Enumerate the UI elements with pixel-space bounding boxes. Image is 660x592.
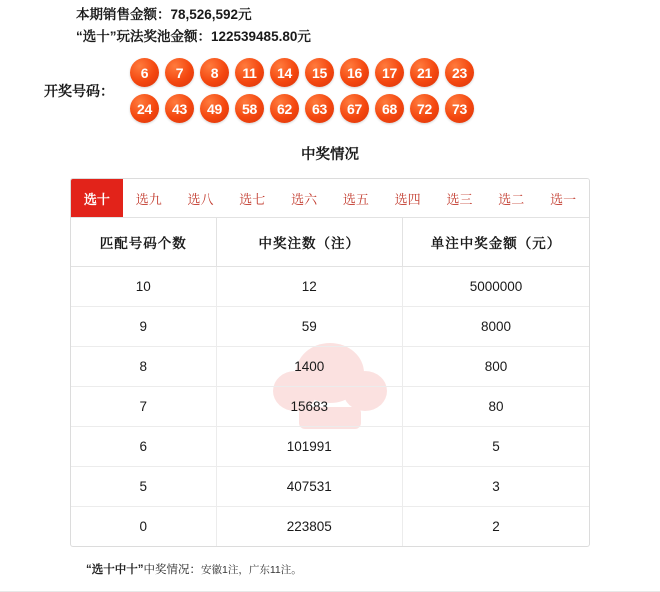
number-ball: 7 bbox=[165, 58, 194, 87]
cell-winners: 15683 bbox=[216, 387, 402, 427]
number-ball: 68 bbox=[375, 94, 404, 123]
sales-amount-label: 本期销售金额： bbox=[76, 7, 171, 22]
tab-xuanjiu[interactable]: 选九 bbox=[135, 192, 162, 207]
table-row bbox=[71, 267, 589, 307]
tab-xuansi[interactable]: 选四 bbox=[394, 192, 421, 207]
ball-row-2 bbox=[130, 94, 474, 123]
cell-matched: 10 bbox=[71, 267, 216, 307]
col-header-prize: 单注中奖金额（元） bbox=[403, 218, 590, 267]
pool-amount-line bbox=[76, 26, 660, 48]
number-ball: 58 bbox=[235, 94, 264, 123]
table-row bbox=[71, 467, 589, 507]
number-ball: 6 bbox=[130, 58, 159, 87]
tab-xuanshi[interactable]: 选十 bbox=[71, 179, 123, 217]
cell-matched: 0 bbox=[71, 507, 216, 547]
pool-amount-label: “选十”玩法奖池金额： bbox=[76, 29, 211, 44]
cell-matched: 7 bbox=[71, 387, 216, 427]
sales-amount-value: 78,526,592元 bbox=[170, 7, 252, 22]
tab-xuanwu[interactable]: 选五 bbox=[342, 192, 369, 207]
footnote-text-1: 中奖情况： bbox=[143, 564, 201, 576]
prize-table-panel bbox=[70, 178, 590, 547]
cell-prize: 800 bbox=[403, 347, 590, 387]
tab-xuanyi[interactable]: 选一 bbox=[550, 192, 577, 207]
prize-table bbox=[71, 218, 589, 546]
number-ball: 11 bbox=[235, 58, 264, 87]
table-row bbox=[71, 387, 589, 427]
number-ball: 16 bbox=[340, 58, 369, 87]
tab-xuaner[interactable]: 选二 bbox=[498, 192, 525, 207]
table-header-row bbox=[71, 218, 589, 267]
number-ball: 14 bbox=[270, 58, 299, 87]
number-ball: 8 bbox=[200, 58, 229, 87]
pool-amount-value: 122539485.80元 bbox=[211, 29, 311, 44]
number-ball: 67 bbox=[340, 94, 369, 123]
table-row bbox=[71, 347, 589, 387]
number-ball: 24 bbox=[130, 94, 159, 123]
number-ball: 62 bbox=[270, 94, 299, 123]
section-title: 中奖情况 bbox=[301, 147, 359, 163]
number-ball: 43 bbox=[165, 94, 194, 123]
cell-winners: 1400 bbox=[216, 347, 402, 387]
cell-matched: 8 bbox=[71, 347, 216, 387]
cell-matched: 5 bbox=[71, 467, 216, 507]
cell-prize: 3 bbox=[403, 467, 590, 507]
cell-matched: 6 bbox=[71, 427, 216, 467]
tab-xuansan[interactable]: 选三 bbox=[446, 192, 473, 207]
col-header-matched: 匹配号码个数 bbox=[71, 218, 216, 267]
cell-winners: 12 bbox=[216, 267, 402, 307]
cell-prize: 5 bbox=[403, 427, 590, 467]
number-ball: 73 bbox=[445, 94, 474, 123]
cell-prize: 80 bbox=[403, 387, 590, 427]
draw-numbers-label: 开奖号码： bbox=[44, 82, 114, 99]
footnote-quoted: “选十中十” bbox=[86, 564, 144, 576]
table-row bbox=[71, 307, 589, 347]
number-ball: 15 bbox=[305, 58, 334, 87]
cell-winners: 407531 bbox=[216, 467, 402, 507]
draw-numbers-section bbox=[0, 58, 660, 123]
footnote-text-2: 安徽1注，广东11注。 bbox=[201, 564, 302, 576]
table-row bbox=[71, 507, 589, 547]
tab-xuanba[interactable]: 选八 bbox=[187, 192, 214, 207]
header-info bbox=[0, 0, 660, 48]
number-ball: 21 bbox=[410, 58, 439, 87]
cell-winners: 101991 bbox=[216, 427, 402, 467]
cell-matched: 9 bbox=[71, 307, 216, 347]
number-ball: 23 bbox=[445, 58, 474, 87]
cell-winners: 59 bbox=[216, 307, 402, 347]
tab-xuanliu[interactable]: 选六 bbox=[291, 192, 318, 207]
number-ball: 49 bbox=[200, 94, 229, 123]
cell-prize: 2 bbox=[492, 519, 500, 534]
table-row bbox=[71, 427, 589, 467]
cell-winners: 223805 bbox=[216, 507, 402, 547]
draw-numbers-balls bbox=[130, 58, 474, 123]
footnote bbox=[86, 561, 660, 577]
cell-prize: 5000000 bbox=[403, 267, 590, 307]
tab-xuanqi[interactable]: 选七 bbox=[239, 192, 266, 207]
number-ball: 17 bbox=[375, 58, 404, 87]
number-ball: 63 bbox=[305, 94, 334, 123]
number-ball: 72 bbox=[410, 94, 439, 123]
cell-prize: 8000 bbox=[403, 307, 590, 347]
col-header-winners: 中奖注数（注） bbox=[216, 218, 402, 267]
sales-amount-line bbox=[76, 4, 660, 26]
ball-row-1 bbox=[130, 58, 474, 87]
playtype-tabs[interactable] bbox=[71, 179, 589, 218]
